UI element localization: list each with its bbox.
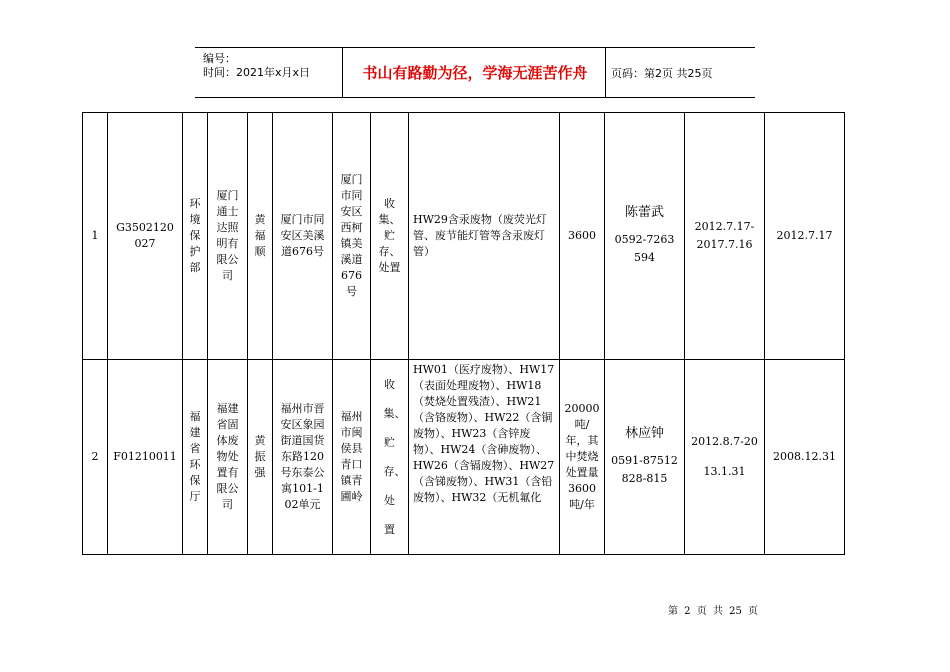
license-number: G3502120027	[108, 113, 183, 360]
issuing-authority: 环境保护部	[183, 113, 208, 360]
row-index: 1	[83, 113, 108, 360]
legal-representative: 黄福顺	[248, 113, 273, 360]
contact-name: 林应钟	[624, 426, 664, 441]
header-divider	[342, 48, 343, 97]
contact-phone: 0592-7263594	[614, 233, 675, 264]
site-address: 厦门市同安区西柯镇美溪道676号	[333, 113, 371, 360]
issue-date: 2012.7.17	[765, 113, 845, 360]
operation-mode: 收集、贮存、处置	[371, 113, 409, 360]
operation-mode: 收集、贮存、处置	[371, 360, 409, 555]
company-name: 厦门通士达照明有限公司	[208, 113, 248, 360]
header-meta	[203, 52, 310, 80]
capacity: 3600	[560, 113, 605, 360]
validity-period: 2012.7.17-2017.7.16	[685, 113, 765, 360]
page-header	[195, 47, 755, 98]
site-address: 福州市闽侯县青口镇青圃岭	[333, 360, 371, 555]
validity-period: 2012.8.7-2013.1.31	[685, 360, 765, 555]
contact-name: 陈蕾武	[624, 205, 664, 220]
doc-time-label: 时间：2021年x月x日	[203, 66, 311, 79]
issue-date: 2008.12.31	[765, 360, 845, 555]
license-table	[82, 112, 845, 555]
contact-phone: 0591-87512828-815	[611, 454, 678, 485]
doc-number-label: 编号：	[203, 52, 236, 65]
row-index: 2	[83, 360, 108, 555]
license-number: F01210011	[108, 360, 183, 555]
page-number-label: 页码：第2页 共25页	[611, 67, 713, 80]
page-footer: 第 2 页 共 25 页	[668, 606, 758, 617]
registered-address: 福州市晋安区象园街道国货东路120号东泰公寓101-102单元	[273, 360, 333, 555]
legal-representative: 黄振强	[248, 360, 273, 555]
registered-address: 厦门市同安区美溪道676号	[273, 113, 333, 360]
table-row	[83, 113, 845, 360]
waste-types: HW29含汞废物（废荧光灯管、废节能灯管等含汞废灯管）	[409, 113, 560, 360]
company-name: 福建省固体废物处置有限公司	[208, 360, 248, 555]
header-divider	[605, 48, 606, 97]
header-motto: 书山有路勤为径，学海无涯苦作舟	[362, 64, 588, 82]
contact	[605, 113, 685, 360]
capacity: 20000吨/年，其中焚烧处置量3600吨/年	[560, 360, 605, 555]
issuing-authority: 福建省环保厅	[183, 360, 208, 555]
waste-types: HW01（医疗废物）、HW17（表面处理废物）、HW18（焚烧处置残渣）、HW21（含铬废物）、HW22（含铜废物）、HW23（含锌废物）、HW24（含砷废物）、HW26（含镉废物）、HW27（含锑废物）、HW31（含铅废物）、HW32（无机氟化	[409, 360, 560, 555]
contact	[605, 360, 685, 555]
table-row	[83, 360, 845, 555]
